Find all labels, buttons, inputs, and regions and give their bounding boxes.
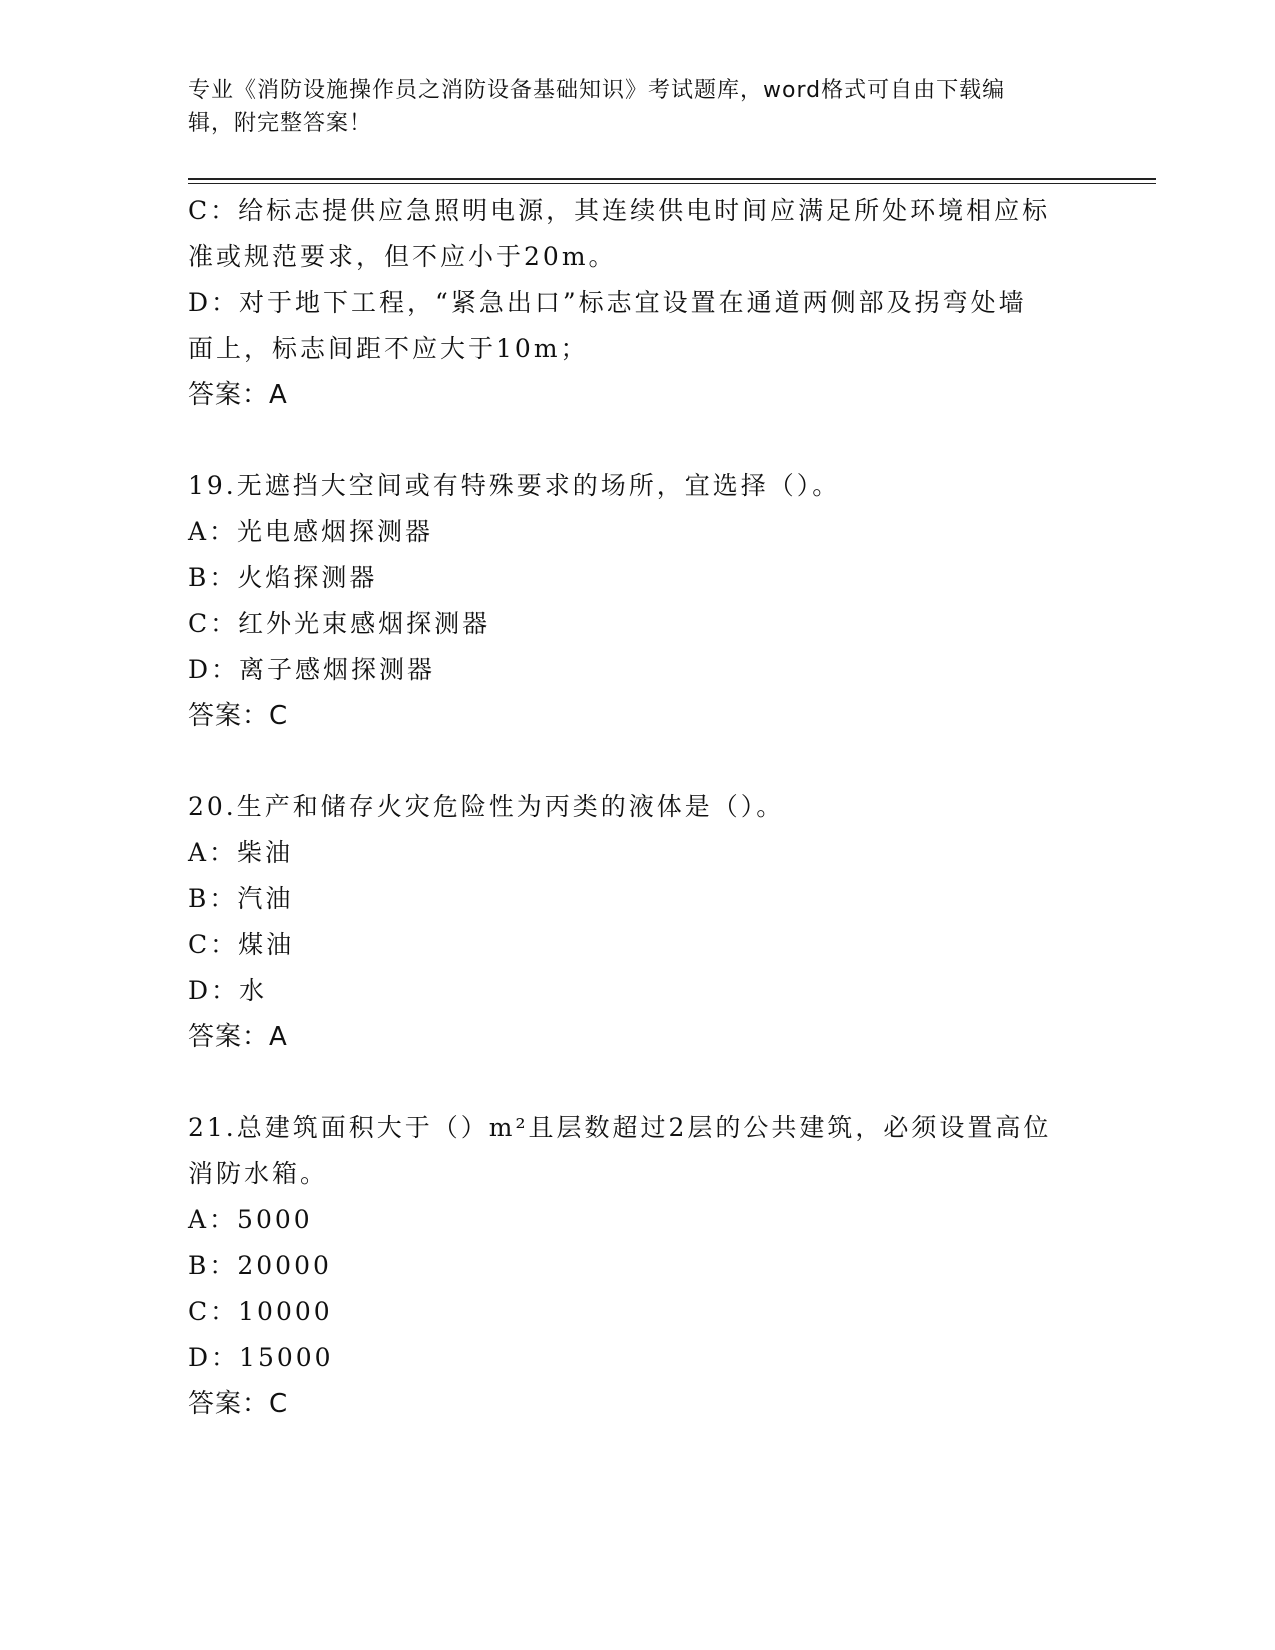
option-d: D：离子感烟探测器 <box>188 655 436 684</box>
spacer <box>188 1060 1088 1105</box>
option-c: C：10000 <box>188 1297 333 1326</box>
question-19 <box>188 463 1088 739</box>
option-d: D：水 <box>188 976 268 1005</box>
header-rule-thin <box>188 183 1156 184</box>
option-a: A：光电感烟探测器 <box>188 517 434 546</box>
option-c-line-1: C：给标志提供应急照明电源，其连续供电时间应满足所处环境相应标 <box>188 196 1051 225</box>
option-d-line-1: D：对于地下工程，“紧急出口”标志宜设置在通道两侧部及拐弯处墙 <box>188 288 1027 317</box>
question-stem: 20.生产和储存火灾危险性为丙类的液体是（）。 <box>188 792 785 821</box>
spacer <box>188 418 1088 463</box>
option-c: C：煤油 <box>188 930 295 959</box>
option-d: D：15000 <box>188 1343 334 1372</box>
option-c-line-2: 准或规范要求，但不应小于20m。 <box>188 242 617 271</box>
option-d-line-2: 面上，标志间距不应大于10m； <box>188 334 589 363</box>
question-content <box>188 188 1088 1427</box>
question-20 <box>188 784 1088 1060</box>
previous-question-block <box>188 188 1088 418</box>
answer-line: 答案：A <box>188 380 288 410</box>
spacer <box>188 739 1088 784</box>
question-stem: 19.无遮挡大空间或有特殊要求的场所，宜选择（）。 <box>188 471 841 500</box>
header-line-2: 辑，附完整答案！ <box>188 111 373 136</box>
header-rule-thick <box>188 178 1156 180</box>
option-b: B：火焰探测器 <box>188 563 378 592</box>
question-stem-line-1: 21.总建筑面积大于（）m²且层数超过2层的公共建筑，必须设置高位 <box>188 1113 1052 1142</box>
header-line-1: 专业《消防设施操作员之消防设备基础知识》考试题库，word格式可自由下载编 <box>188 78 1006 103</box>
option-b: B：汽油 <box>188 884 294 913</box>
answer-line: 答案：C <box>188 1389 289 1419</box>
question-21 <box>188 1105 1088 1427</box>
option-a: A：5000 <box>188 1205 313 1234</box>
option-b: B：20000 <box>188 1251 332 1280</box>
document-header <box>188 74 1078 140</box>
answer-line: 答案：A <box>188 1022 288 1052</box>
option-a: A：柴油 <box>188 838 294 867</box>
question-stem-line-2: 消防水箱。 <box>188 1159 329 1188</box>
option-c: C：红外光束感烟探测器 <box>188 609 491 638</box>
answer-line: 答案：C <box>188 701 289 731</box>
